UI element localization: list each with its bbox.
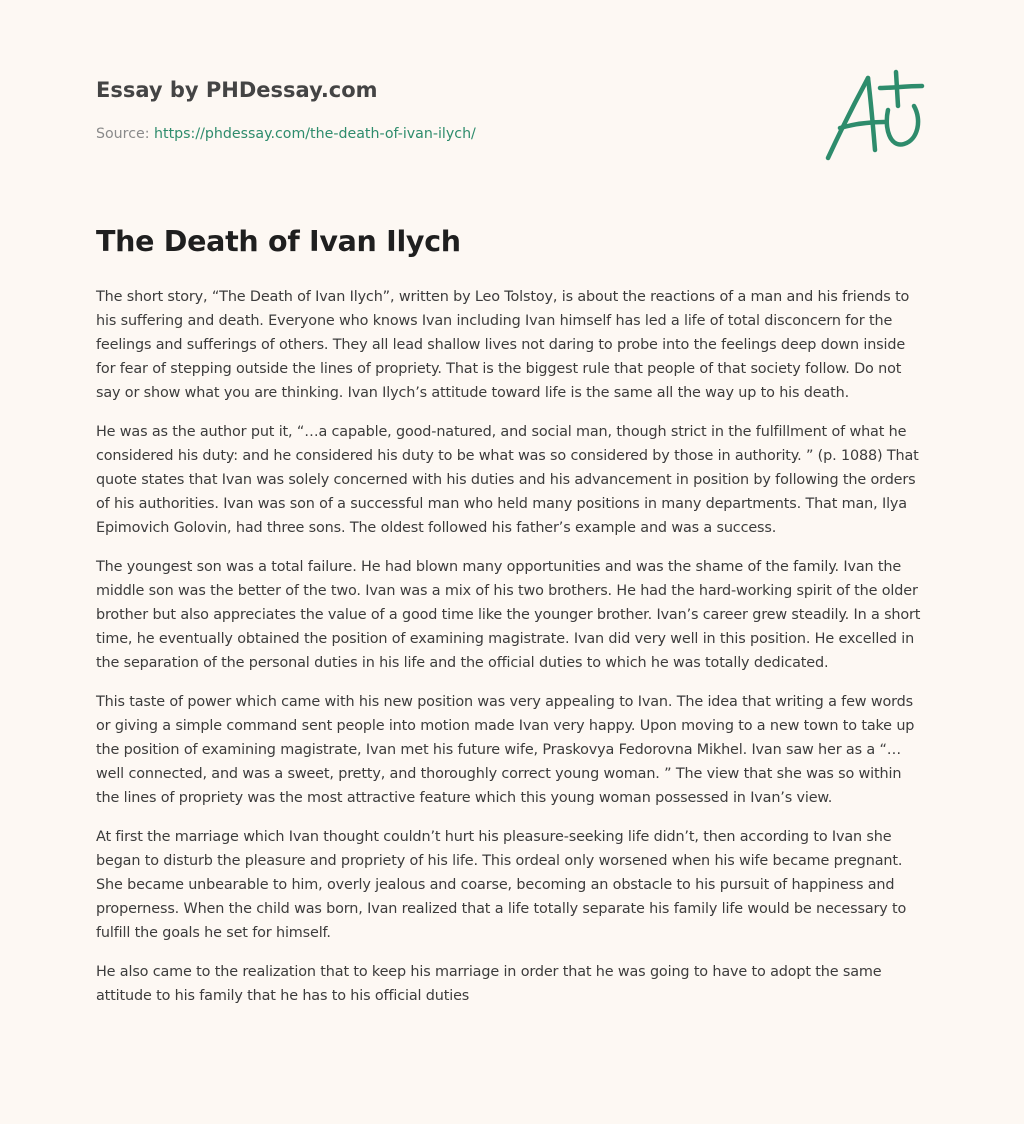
- a-plus-logo-icon: [818, 66, 930, 166]
- essay-body: [96, 285, 928, 1023]
- paragraph: This taste of power which came with his new position was very appealing to Ivan. The idea that writing a few words or giving a simple command sent people into motion made Ivan very happy. Upon moving to a new town to take up the position of examining magistrate, Ivan met his future wife, Praskovya Fedorovna Mikhel. Ivan saw her as a “…well connected, and was a sweet, pretty, and thoroughly correct young woman. ” The view that she was so within the lines of propriety was the most attractive feature which this young woman possessed in Ivan’s view.: [96, 694, 915, 806]
- paragraph: He also came to the realization that to keep his marriage in order that he was going to have to adopt the same attitude to his family that he has to his official duties: [96, 964, 882, 1004]
- paragraph: At first the marriage which Ivan thought couldn’t hurt his pleasure-seeking life didn’t, then according to Ivan she began to disturb the pleasure and propriety of his life. This ordeal only worsened when his wife became pregnant. She became unbearable to him, overly jealous and coarse, becoming an obstacle to his pursuit of happiness and properness. When the child was born, Ivan realized that a life totally separate his family life would be necessary to fulfill the goals he set for himself.: [96, 829, 907, 941]
- paragraph: He was as the author put it, “…a capable, good-natured, and social man, though strict in the fulfillment of what he considered his duty: and he considered his duty to be what was so considered by those in authority. ” (p. 1088) That quote states that Ivan was solely concerned with his duties and his advancement in position by following the orders of his authorities. Ivan was son of a successful man who held many positions in many departments. That man, Ilya Epimovich Golovin, had three sons. The oldest followed his father’s example and was a success.: [96, 424, 919, 536]
- source-label: Source:: [96, 126, 155, 142]
- site-brand: Essay by PHDessay.com: [96, 78, 378, 102]
- paragraph: The short story, “The Death of Ivan Ilych”, written by Leo Tolstoy, is about the reactions of a man and his friends to his suffering and death. Everyone who knows Ivan including Ivan himself has led a life of total disconcern for the feelings and sufferings of others. They all lead shallow lives not daring to probe into the feelings deep down inside for fear of stepping outside the lines of propriety. That is the biggest rule that people of that society follow. Do not say or show what you are thinking. Ivan Ilych’s attitude toward life is the same all the way up to his death.: [96, 289, 910, 401]
- paragraph: The youngest son was a total failure. He had blown many opportunities and was the shame of the family. Ivan the middle son was the better of the two. Ivan was a mix of his two brothers. He had the hard-working spirit of the older brother but also appreciates the value of a good time like the younger brother. Ivan’s career grew steadily. In a short time, he eventually obtained the position of examining magistrate. Ivan did very well in this position. He excelled in the separation of the personal duties in his life and the official duties to which he was totally dedicated.: [96, 559, 921, 671]
- source-link[interactable]: https://phdessay.com/the-death-of-ivan-ilych/: [154, 126, 476, 142]
- essay-title: The Death of Ivan Ilych: [96, 225, 461, 258]
- source-line: [96, 124, 476, 144]
